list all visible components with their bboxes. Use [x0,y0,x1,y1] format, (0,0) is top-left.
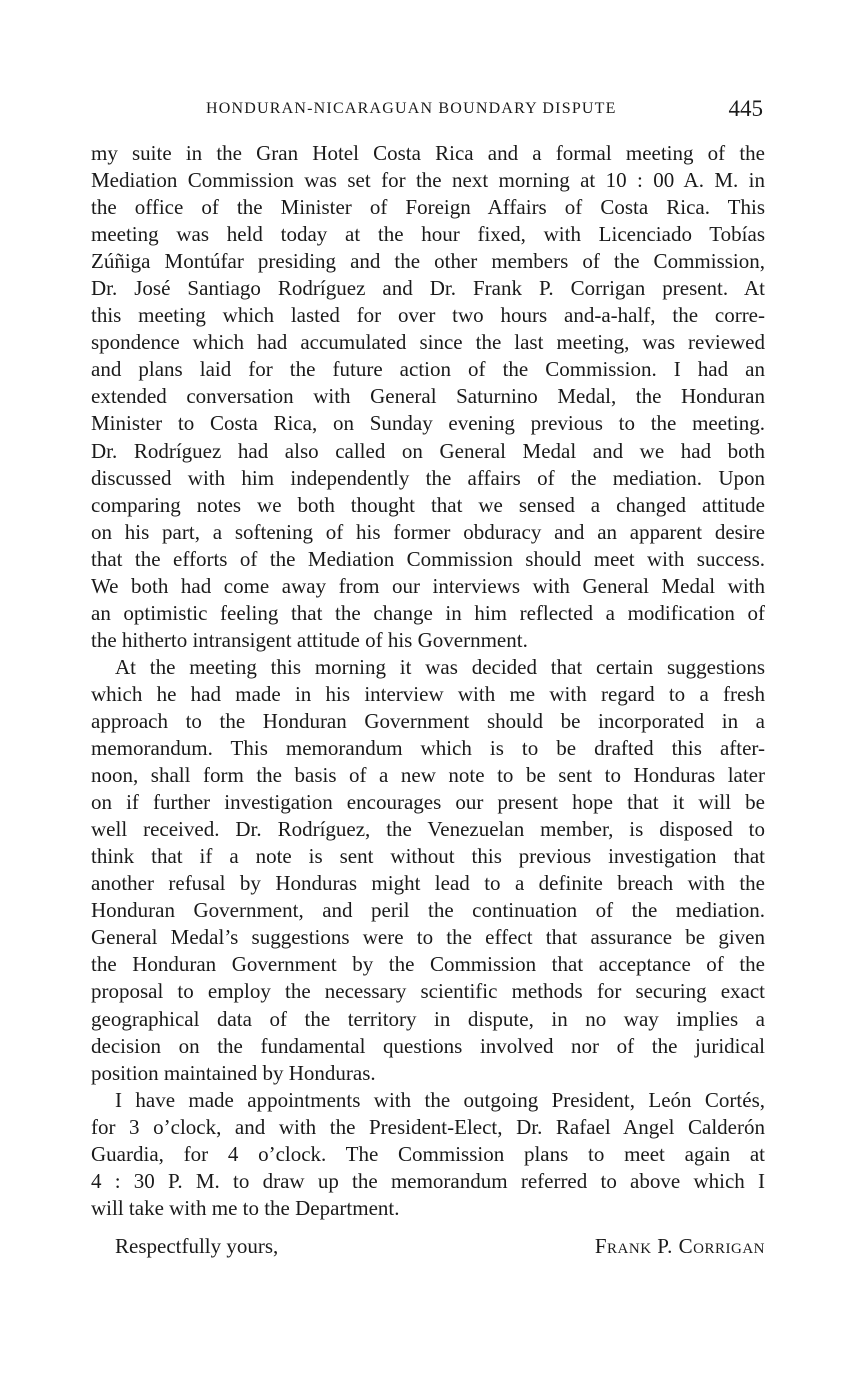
text-line: my suite in the Gran Hotel Costa Rica and a formal meeting of the [91,141,765,165]
text-line: We both had come away from our interviews with General Medal with [91,573,765,598]
text-line: on if further investigation encourages our present hope that it will be [91,790,765,815]
text-line: At the meeting this morning it was decided that certain suggestions [115,654,765,679]
text-line: approach to the Honduran Government should be incorporated in a [91,708,765,733]
text-line: Zúñiga Montúfar presiding and the other members of the Commission, [91,249,765,274]
text-line: comparing notes we both thought that we sensed a changed attitude [91,492,765,517]
text-line: noon, shall form the basis of a new note to be sent to Honduras later [91,763,765,788]
paragraph [91,1087,765,1222]
text-line: memorandum. This memorandum which is to be drafted this after- [91,736,765,761]
text-line: decision on the fundamental questions involved nor of the juridical [91,1033,765,1058]
text-line: that the efforts of the Mediation Commission should meet with success. [91,546,765,571]
text-line: Minister to Costa Rica, on Sunday evening previous to the meeting. [91,411,765,436]
text-line: geographical data of the territory in dispute, in no way implies a [91,1006,765,1031]
salutation: Respectfully yours, [115,1234,279,1258]
page-header [91,96,763,124]
text-line: the office of the Minister of Foreign Affairs of Costa Rica. This [91,195,765,220]
closing-block [91,1233,765,1260]
text-line: Guardia, for 4 o’clock. The Commission plans to meet again at [91,1141,765,1166]
paragraph [91,654,765,1087]
text-line: Mediation Commission was set for the next morning at 10 : 00 A. M. in [91,168,765,193]
signature: Frank P. Corrigan [594,1234,765,1258]
text-line: 4 : 30 P. M. to draw up the memorandum referred to above which I [91,1168,765,1193]
running-head: HONDURAN-NICARAGUAN BOUNDARY DISPUTE [206,100,617,117]
text-line: another refusal by Honduras might lead to a definite breach with the [91,871,765,896]
text-line: well received. Dr. Rodríguez, the Venezuelan member, is disposed to [91,817,765,842]
text-line: position maintained by Honduras. [91,1060,376,1085]
text-line: on his part, a softening of his former obduracy and an apparent desire [91,519,765,544]
text-line: the Honduran Government by the Commission that acceptance of the [91,952,765,977]
text-line: discussed with him independently the affairs of the mediation. Upon [91,465,765,490]
paragraph [91,140,765,654]
text-line: Honduran Government, and peril the continuation of the mediation. [91,898,765,923]
text-line: for 3 o’clock, and with the President-Elect, Dr. Rafael Angel Calderón [91,1114,765,1139]
text-line: will take with me to the Department. [91,1195,400,1220]
text-line: extended conversation with General Saturnino Medal, the Honduran [91,384,765,409]
page-number: 445 [728,96,763,121]
text-line: an optimistic feeling that the change in him reflected a modification of [91,600,765,625]
text-line: meeting was held today at the hour fixed, with Licenciado Tobías [91,222,765,247]
text-line: the hitherto intransigent attitude of his Government. [91,627,528,652]
text-line: and plans laid for the future action of the Commission. I had an [91,357,765,382]
text-line: I have made appointments with the outgoing President, León Cortés, [115,1087,765,1112]
text-line: think that if a note is sent without this previous investigation that [91,844,765,869]
text-line: which he had made in his interview with me with regard to a fresh [91,681,765,706]
text-line: spondence which had accumulated since the last meeting, was reviewed [91,330,765,355]
text-line: proposal to employ the necessary scientific methods for securing exact [91,979,765,1004]
closing-line [91,1233,765,1260]
text-line: Dr. Rodríguez had also called on General Medal and we had both [91,438,765,463]
text-line: General Medal’s suggestions were to the effect that assurance be given [91,925,765,950]
text-line: this meeting which lasted for over two hours and-a-half, the corre- [91,303,765,328]
text-line: Dr. José Santiago Rodríguez and Dr. Frank P. Corrigan present. At [91,276,765,301]
document-body [91,140,765,1222]
